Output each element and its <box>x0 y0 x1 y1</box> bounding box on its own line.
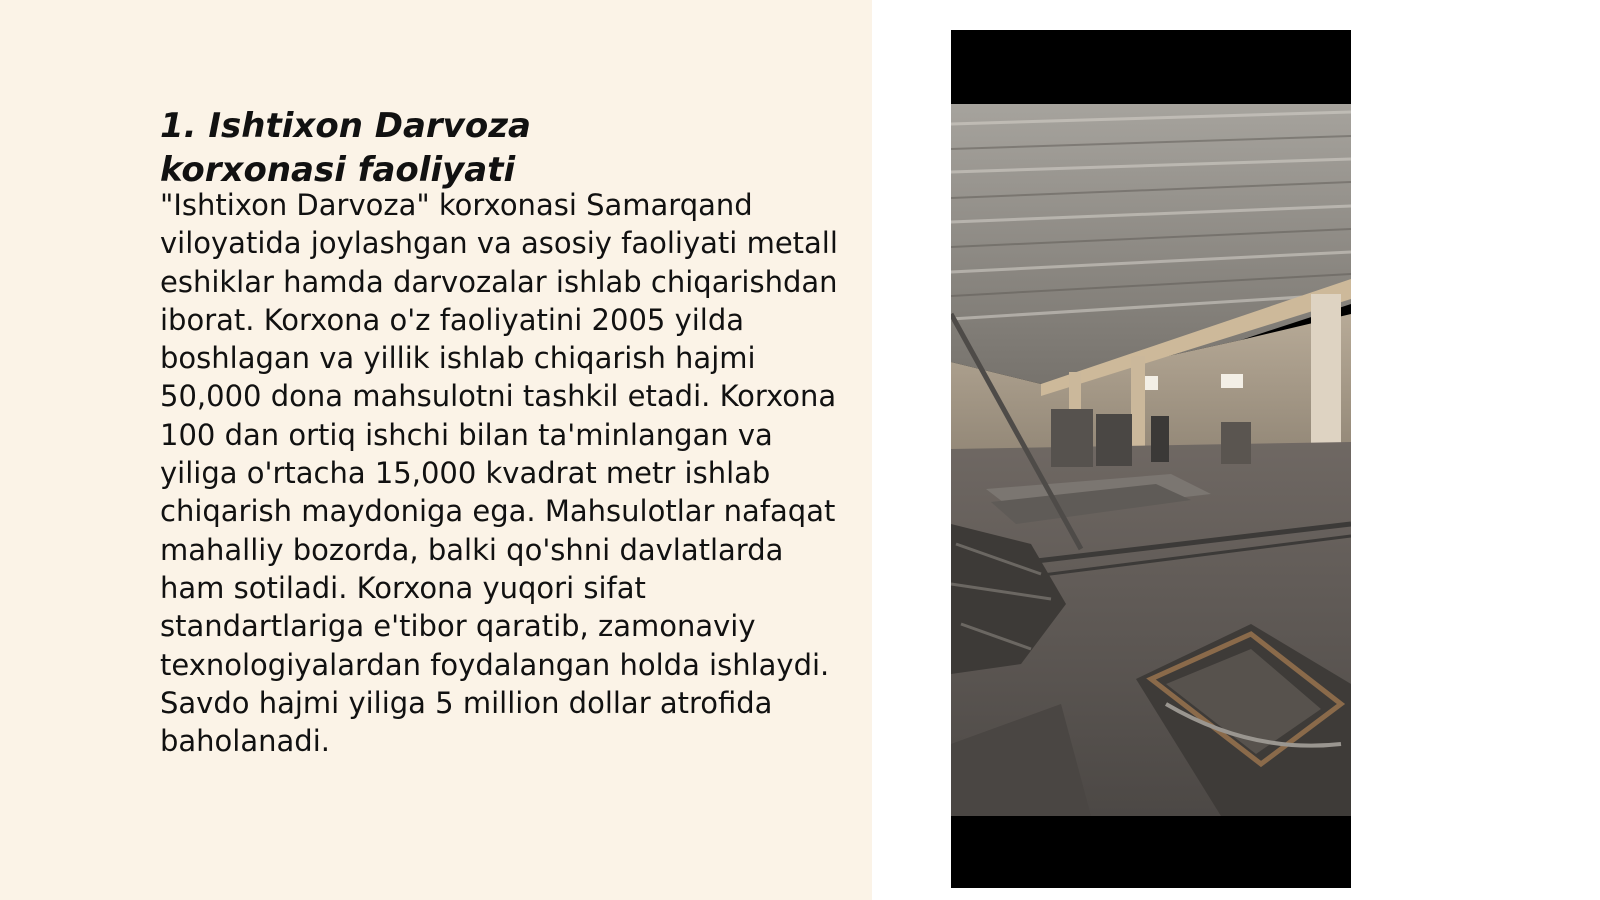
slide-title: 1. Ishtixon Darvoza korxonasi faoliyati <box>160 106 531 190</box>
slide-body-text: "Ishtixon Darvoza" korxonasi Samarqand viloyatida joylashgan va asosiy faoliyati metall eshiklar hamda darvozalar ishlab chiqarishdan iborat. Korxona o'z faoliyatini 2005 yilda boshlagan va yillik ishlab chiqarish hajmi 50,000 dona mahsulotni tashkil etadi. Korxona 100 dan ortiq ishchi bilan ta'minlangan va yiliga o'rtacha 15,000 kvadrat metr ishlab chiqarish maydoniga ega. Mahsulotlar nafaqat mahalliy bozorda, balki qo'shni davlatlarda ham sotiladi. Korxona yuqori sifat standartlariga e'tibor qaratib, zamonaviy texnologiyalardan foydalangan holda ishlaydi. Savdo hajmi yiliga 5 million dollar atrofida baholanadi. <box>160 188 838 759</box>
factory-video-frame[interactable] <box>951 30 1351 888</box>
factory-interior-photo <box>951 104 1351 816</box>
